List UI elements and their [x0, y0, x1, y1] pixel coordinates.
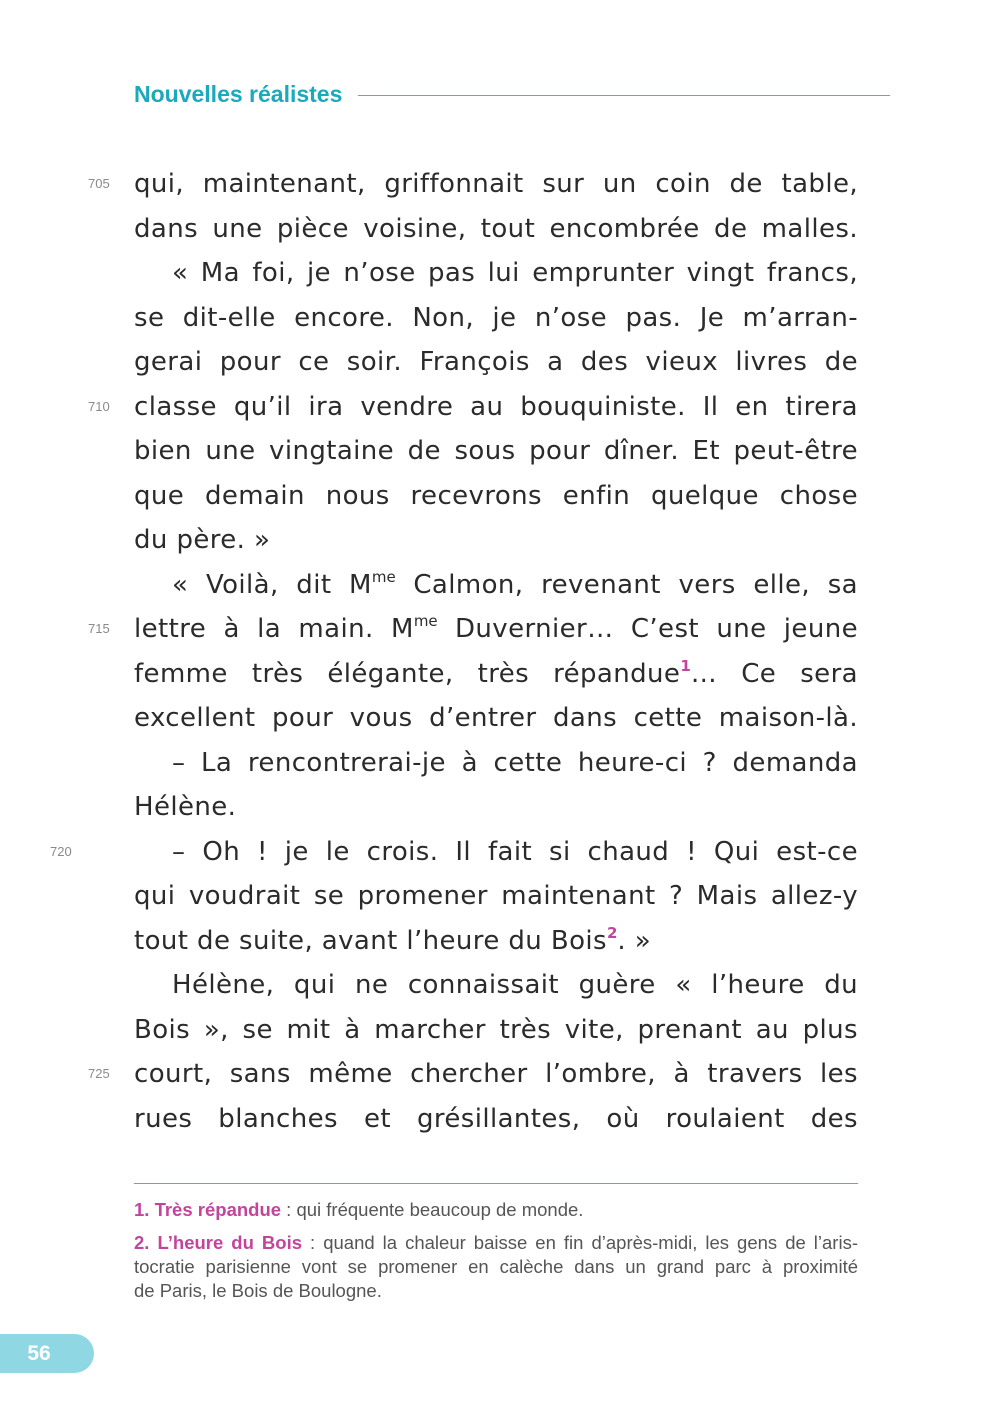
text-line: bien une vingtaine de sous pour dîner. Et peut-être — [134, 436, 858, 466]
text-line: se dit-elle encore. Non, je n’ose pas. Je m’arran- — [134, 302, 858, 333]
text-line: 710 classe qu’il ira vendre au bouquiniste. Il en tirera — [134, 385, 858, 430]
text-line: excellent pour vous d’entrer dans cette maison-là. — [134, 703, 858, 733]
page-number: 56 — [0, 1334, 94, 1373]
text-line: 705 qui, maintenant, griffonnait sur un coin de table, — [134, 162, 858, 207]
text-line: 720 – Oh ! je le crois. Il fait si chaud ! Qui est-ce — [134, 830, 858, 875]
text-line: qui voudrait se promener maintenant ? Mais allez-y — [134, 881, 858, 911]
footnote-rule — [134, 1183, 858, 1184]
text-line: « Ma foi, je n’ose pas lui emprunter vingt francs, — [172, 258, 858, 288]
text-line: – La rencontrerai-je à cette heure-ci ? demanda — [172, 747, 858, 778]
line-number: 710 — [88, 398, 110, 414]
footnote-ref-2[interactable]: 2 — [606, 923, 618, 942]
text-line: que demain nous recevrons enfin quelque chose — [134, 480, 858, 511]
text-line: femme très élégante, très répandue$^1$… Ce sera — [134, 656, 858, 689]
line-number: 720 — [50, 843, 72, 859]
line-number: 725 — [88, 1066, 110, 1081]
line-number: 705 — [88, 176, 110, 191]
footnotes — [134, 1198, 858, 1312]
text-line: Bois », se mit à marcher très vite, prenant au plus — [134, 1014, 858, 1045]
text-line: Hélène, qui ne connaissait guère « l’heure du — [172, 970, 858, 1000]
text-line: Hélène. — [134, 792, 237, 822]
text-line: 715 lettre à la main. $M^{me}$ Duvernier… C’est une jeune — [134, 607, 858, 652]
text-line: tout de suite, avant l’heure du Bois$^2$. » — [134, 923, 652, 956]
section-title: Nouvelles réalistes — [134, 80, 343, 107]
text-line: rues blanches et grésillantes, où roulaient des — [134, 1103, 858, 1134]
footnote-ref-1[interactable]: 1 — [680, 656, 691, 675]
header-rule — [358, 95, 890, 96]
body-text — [50, 162, 858, 1141]
text-line: 725 court, sans même chercher l’ombre, à travers les — [134, 1052, 858, 1097]
text-line: gerai pour ce soir. François a des vieux livres de — [134, 347, 858, 377]
text-line: du père. » — [134, 525, 271, 555]
running-header — [134, 78, 890, 110]
text-line: « Voilà, dit $M^{me}$ Calmon, revenant vers elle, sa — [172, 567, 858, 600]
footnote-2: 2. L’heure du Bois : quand la chaleur baisse en fin d’après-midi, les gens de l’aris- tocratie parisienne vont se promener en calèche dans un grand parc à proximité de Paris, le Bois de Boulogne. — [134, 1232, 858, 1301]
line-number: 715 — [88, 621, 110, 636]
text-line: dans une pièce voisine, tout encombrée de malles. — [134, 213, 858, 244]
footnote-1: 1. Très répandue : qui fréquente beaucoup de monde. — [134, 1199, 584, 1220]
